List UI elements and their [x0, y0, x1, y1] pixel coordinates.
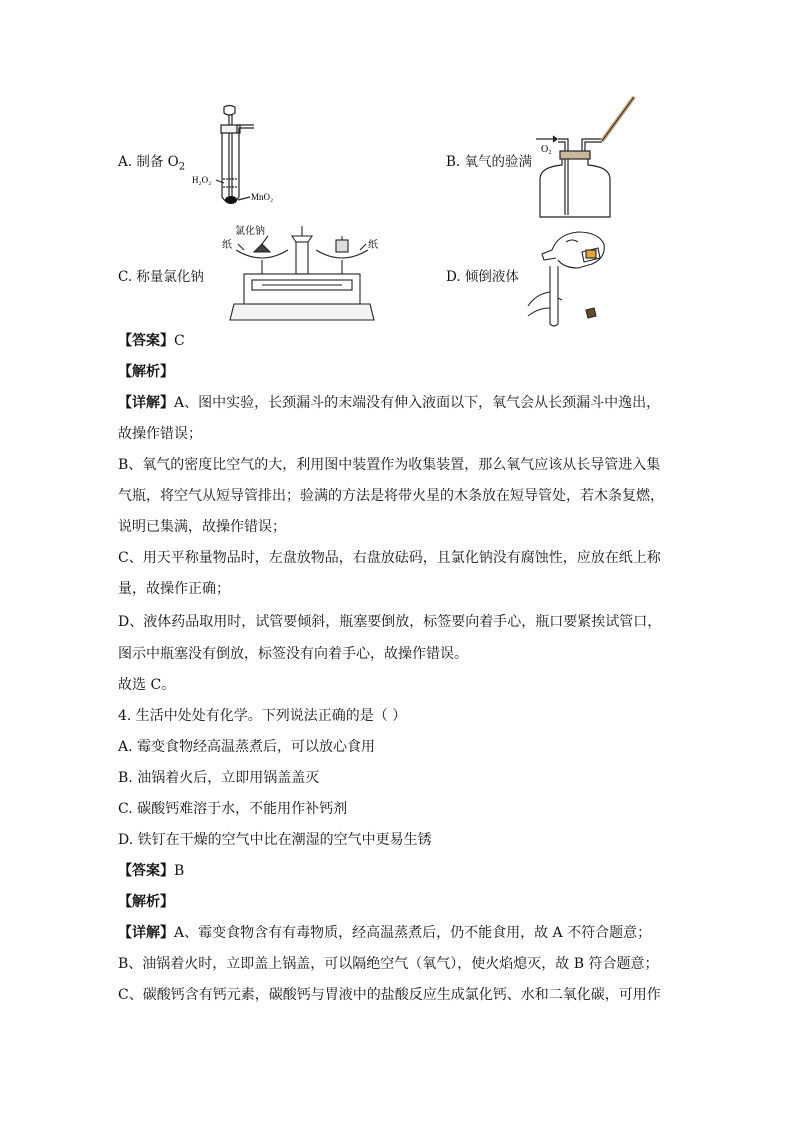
q3-answer-value: C	[174, 333, 185, 349]
option-a-text: A. 制备 O	[118, 154, 179, 170]
q3-answer	[118, 332, 678, 350]
q3-analysis-tag: 【解析】	[118, 364, 174, 380]
q4-answer-value: B	[174, 863, 185, 879]
q4-option-a: A. 霉变食物经高温蒸煮后，可以放心食用	[118, 739, 376, 755]
q3-line-2: B、氧气的密度比空气的大，利用图中装置作为收集装置，那么氧气应该从长导管进入集	[118, 457, 661, 473]
q3-line-0: A、图中实验，长颈漏斗的末端没有伸入液面以下，氧气会从长颈漏斗中逸出，	[174, 395, 661, 411]
q3-line-7: D、液体药品取用时，试管要倾斜，瓶塞要倒放，标签要向着手心，瓶口要紧挨试管口，	[118, 614, 662, 630]
o2-arrow-label: O₂	[541, 144, 552, 155]
q4-option-c: C. 碳酸钙难溶于水，不能用作补钙剂	[118, 801, 348, 817]
q3-answer-tag: 【答案】	[118, 333, 174, 349]
q3-line-1: 故操作错误；	[118, 426, 202, 442]
q3-line-5: C、用天平称量物品时，左盘放物品，右盘放砝码，且氯化钠没有腐蚀性，应放在纸上称	[118, 550, 661, 566]
q3-line-8: 图示中瓶塞没有倒放，标签没有向着手心，故操作错误。	[118, 646, 468, 662]
q3-line-6: 量，故操作正确；	[118, 581, 230, 597]
figure-a-o2-generator	[188, 105, 278, 210]
q3-line-9: 故选 C。	[118, 677, 176, 693]
mno2-label: MnO₂	[251, 192, 274, 202]
nacl-label: 氯化钠	[235, 226, 265, 237]
q4-analysis-tag: 【解析】	[118, 894, 174, 910]
q4-line-0: A、霉变食物含有有毒物质，经高温蒸煮后，仍不能食用，故 A 不符合题意；	[174, 925, 652, 941]
option-d-label: D. 倾倒液体	[446, 269, 519, 285]
paper-left-label: 纸	[222, 240, 232, 251]
q4-stem: 4. 生活中处处有化学。下列说法正确的是（ ）	[118, 708, 407, 724]
q4-line-2: C、碳酸钙含有钙元素，碳酸钙与胃液中的盐酸反应生成氯化钙、水和二氧化碳，可用作	[118, 987, 661, 1003]
q4-answer-tag: 【答案】	[118, 863, 174, 879]
figure-c-balance	[222, 222, 382, 322]
figure-d-pouring-liquid	[522, 228, 612, 328]
option-a-subscript: 2	[178, 161, 186, 173]
q4-answer	[118, 862, 678, 880]
q4-line-1: B、油锅着火时，立即盖上锅盖，可以隔绝空气（氧气），使火焰熄灭，故 B 符合题意；	[118, 956, 659, 972]
q4-option-b: B. 油锅着火后，立即用锅盖盖灭	[118, 770, 320, 786]
q4-detail-line-0	[118, 924, 678, 942]
q3-line-3: 气瓶，将空气从短导管排出；验满的方法是将带火星的木条放在短导管处，若木条复燃，	[118, 488, 664, 504]
q3-detail-tag: 【详解】	[118, 395, 174, 411]
q4-option-d: D. 铁钉在干燥的空气中比在潮湿的空气中更易生锈	[118, 832, 432, 848]
q3-line-4: 说明已集满，故操作错误；	[118, 519, 286, 535]
paper-right-label: 纸	[368, 240, 378, 251]
figure-b-oxygen-check	[532, 95, 642, 220]
option-b-label: B. 氧气的验满	[446, 154, 533, 170]
q4-detail-tag: 【详解】	[118, 925, 174, 941]
h2o2-label: H₂O₂	[192, 175, 212, 185]
q3-detail-line-0	[118, 394, 678, 412]
option-c-label: C. 称量氯化钠	[118, 269, 204, 285]
option-a-label	[118, 150, 185, 173]
